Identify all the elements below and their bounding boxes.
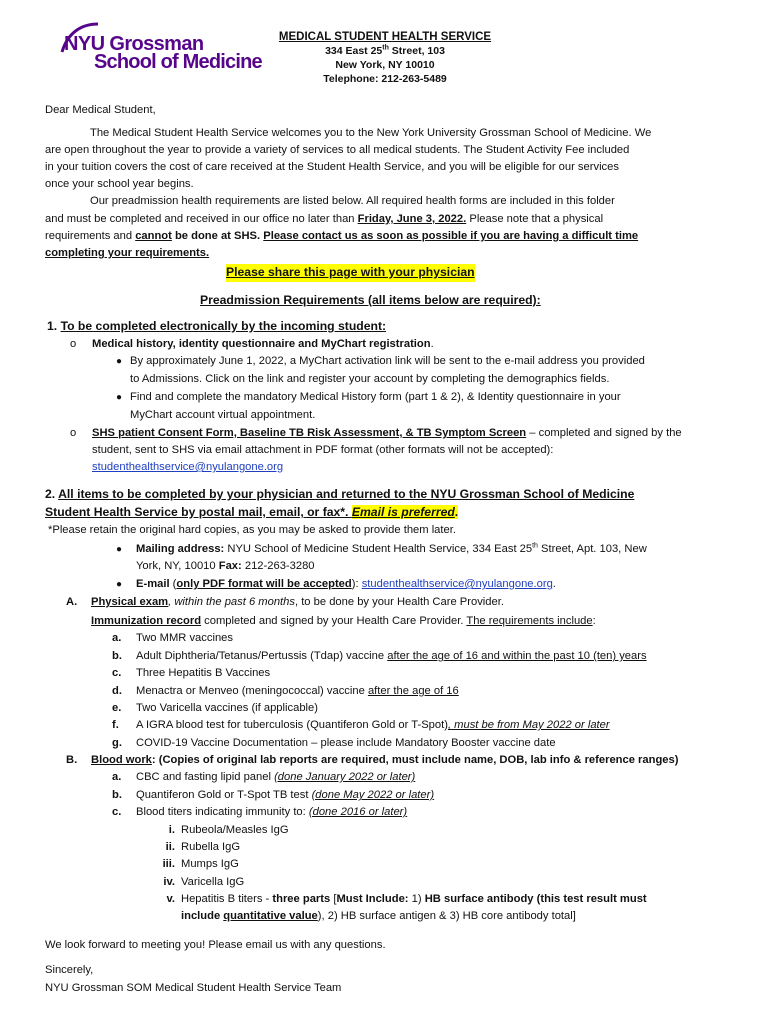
hep-text: 1) xyxy=(408,893,425,905)
hep-b-titer xyxy=(181,908,576,926)
list-marker: a. xyxy=(112,632,122,644)
mail-label: Mailing address: xyxy=(136,543,225,555)
list-marker: ii. xyxy=(165,841,175,853)
immunization-line xyxy=(91,613,596,631)
bullet-icon: ● xyxy=(116,544,123,555)
list-marker: a. xyxy=(112,771,122,783)
blood-work-line xyxy=(91,752,678,770)
intro-line: The Medical Student Health Service welcomes you to the New York University Grossman School of Medicine. We xyxy=(90,127,652,139)
requirements-label: The requirements include xyxy=(466,615,593,627)
titer-item: Mumps IgG xyxy=(181,858,239,870)
letterhead-street xyxy=(260,44,510,58)
item-condition: after the age of 16 xyxy=(367,685,459,697)
list-item: MyChart account virtual appointment. xyxy=(130,409,316,421)
section1-heading xyxy=(47,318,386,336)
list-marker: e. xyxy=(112,702,122,714)
intro-text: requirements and xyxy=(45,230,136,242)
bullet-icon: ● xyxy=(116,392,123,403)
item-text: CBC and fasting lipid panel xyxy=(136,771,275,783)
immunization-item: Two Varicella vaccines (if applicable) xyxy=(136,702,318,714)
intro-line: once your school year begins. xyxy=(45,178,194,190)
letterhead xyxy=(260,30,510,86)
list-item xyxy=(92,336,434,354)
blood-work-title: Blood work xyxy=(91,754,152,766)
immunization-item xyxy=(136,630,233,648)
list-text: – completed and signed by the xyxy=(526,427,682,439)
immunization-title: Immunization record xyxy=(91,615,202,627)
hep-text: Hepatitis B titers - xyxy=(181,893,273,905)
list-marker: v. xyxy=(166,893,175,905)
salutation: Dear Medical Student, xyxy=(45,104,156,116)
section-number: 2. xyxy=(45,487,59,501)
list-marker: c. xyxy=(112,667,122,679)
mailing-address xyxy=(136,558,315,576)
punct: ( xyxy=(169,578,177,590)
blood-work-text: : (Copies of original lab reports are required, must include name, DOB, lab info & reference ranges) xyxy=(151,754,679,766)
hep-text: HB surface antibody (this test result must xyxy=(424,893,647,905)
intro-line xyxy=(45,211,603,229)
titer-item: Rubeola/Measles IgG xyxy=(181,824,289,836)
hep-text: [ xyxy=(330,893,337,905)
list-marker: b. xyxy=(112,789,122,801)
mail-sup: th xyxy=(532,542,538,550)
logo-line-2: School of Medicine xyxy=(94,51,262,73)
email-label: E-mail xyxy=(136,578,170,590)
list-marker: iv. xyxy=(163,876,175,888)
shs-email-link[interactable]: studenthealthservice@nyulangone.org xyxy=(361,578,553,590)
list-marker: c. xyxy=(112,806,122,818)
bullet-icon: ● xyxy=(116,579,123,590)
list-item: By approximately June 1, 2022, a MyChart activation link will be sent to the e-mail address you provided xyxy=(130,355,645,367)
list-marker: o xyxy=(70,427,77,439)
punct: ): xyxy=(351,578,362,590)
section2-heading xyxy=(45,504,458,522)
list-item xyxy=(92,425,682,443)
item-condition: (done May 2022 or later) xyxy=(311,789,435,801)
intro-text: Please note that a physical xyxy=(466,213,604,225)
letterhead-city: New York, NY 10010 xyxy=(335,59,435,71)
part-b-marker: B. xyxy=(66,754,78,766)
fax-value: 212-263-3280 xyxy=(241,560,315,572)
contact-notice-end: completing your requirements. xyxy=(45,247,210,259)
intro-line xyxy=(45,228,638,246)
hep-b-titer xyxy=(181,891,647,909)
cannot-text: cannot xyxy=(135,230,172,242)
titer-item: Varicella IgG xyxy=(181,876,245,888)
hep-text: three parts xyxy=(272,893,331,905)
hep-text: include xyxy=(181,910,224,922)
punct: . xyxy=(454,505,459,519)
section-number: 1. xyxy=(47,319,61,333)
hep-text: Must Include: xyxy=(336,893,409,905)
street-rest: Street, 103 xyxy=(388,45,445,57)
physical-exam-line xyxy=(91,594,504,612)
intro-line: in your tuition covers the cost of care received at the Student Health Service, and you will be eligible for our services xyxy=(45,161,619,173)
item-text: A IGRA blood test for tuberculosis (Quantiferon Gold or T-Spot) xyxy=(136,719,448,731)
immunization-item xyxy=(136,648,647,666)
list-marker: i. xyxy=(168,824,175,836)
item-text: Two MMR vaccines xyxy=(136,632,233,644)
section1-title: To be completed electronically by the incoming student: xyxy=(60,319,387,333)
titer-item: Rubella IgG xyxy=(181,841,241,853)
immunization-item xyxy=(136,683,459,701)
item-condition: after the age of 16 and within the past 10 (ten) years xyxy=(387,650,647,662)
item-text: Blood titers indicating immunity to: xyxy=(136,806,309,818)
letterhead-title: MEDICAL STUDENT HEALTH SERVICE xyxy=(278,31,492,43)
mail-text: York, NY, 10010 xyxy=(136,560,219,572)
intro-text: be done at SHS. xyxy=(171,230,264,242)
item-text: Quantiferon Gold or T-Spot TB test xyxy=(136,789,312,801)
list-marker: d. xyxy=(112,685,122,697)
retain-note: *Please retain the original hard copies, as you may be asked to provide them later. xyxy=(48,524,456,536)
section2-title: All items to be completed by your physician and returned to the NYU Grossman School of Medicine xyxy=(58,487,635,501)
item-text: Adult Diphtheria/Tetanus/Pertussis (Tdap) vaccine xyxy=(136,650,388,662)
section2-title: Student Health Service by postal mail, email, or fax*. xyxy=(45,505,352,519)
list-item: to Admissions. Click on the link and register your account by completing the demographics fields. xyxy=(130,373,610,385)
item-text: Menactra or Menveo (meningococcal) vaccine xyxy=(136,685,368,697)
blood-item xyxy=(136,787,434,805)
punct: . xyxy=(552,578,556,590)
consent-form-title: SHS patient Consent Form, Baseline TB Risk Assessment, & TB Symptom Screen xyxy=(92,427,527,439)
prereq-heading: Preadmission Requirements (all items below are required): xyxy=(200,293,541,307)
part-a-marker: A. xyxy=(66,596,78,608)
street-sup: th xyxy=(382,44,389,52)
physical-exam-title: Physical exam xyxy=(91,596,169,608)
closing-line: We look forward to meeting you! Please email us with any questions. xyxy=(45,939,386,951)
immunization-item: Three Hepatitis B Vaccines xyxy=(136,667,271,679)
physical-exam-text: , to be done by your Health Care Provider. xyxy=(294,596,504,608)
physical-exam-window: , within the past 6 months xyxy=(168,596,295,608)
punct: : xyxy=(592,615,596,627)
item-condition: , must be from May 2022 or later xyxy=(447,719,610,731)
immunization-text: completed and signed by your Health Care Provider. xyxy=(201,615,467,627)
mychart-heading: Medical history, identity questionnaire and MyChart registration xyxy=(92,338,431,350)
street-text: 334 East 25 xyxy=(325,45,383,57)
section2-heading xyxy=(45,486,634,504)
intro-line: are open throughout the year to provide a variety of services to all medical students. The Student Activity Fee included xyxy=(45,144,630,156)
shs-email-link[interactable]: studenthealthservice@nyulangone.org xyxy=(92,461,284,473)
list-marker: g. xyxy=(112,737,122,749)
deadline-date: Friday, June 3, 2022. xyxy=(357,213,467,225)
letterhead-phone: Telephone: 212-263-5489 xyxy=(323,73,447,85)
mail-text: NYU School of Medicine Student Health Service, 334 East 25 xyxy=(224,543,533,555)
pdf-only-note: only PDF format will be accepted xyxy=(176,578,352,590)
fax-label: Fax: xyxy=(218,560,242,572)
nyu-grossman-logo xyxy=(58,22,262,73)
item-condition: (done 2016 or later) xyxy=(308,806,408,818)
list-item: student, sent to SHS via email attachment in PDF format (other formats will not be accepted): xyxy=(92,444,554,456)
bullet-icon: ● xyxy=(116,356,123,367)
punct: . xyxy=(430,338,434,350)
closing-sincerely: Sincerely, xyxy=(45,964,94,976)
contact-notice: Please contact us as soon as possible if you are having a difficult time xyxy=(263,230,639,242)
list-item: Find and complete the mandatory Medical History form (part 1 & 2), & Identity questionnaire in your xyxy=(130,391,621,403)
list-marker: b. xyxy=(112,650,122,662)
email-preferred: Email is preferred xyxy=(351,505,455,519)
hep-text: ), 2) HB surface antigen & 3) HB core antibody total] xyxy=(317,910,576,922)
mail-text: Street, Apt. 103, New xyxy=(537,543,647,555)
closing-signature: NYU Grossman SOM Medical Student Health Service Team xyxy=(45,982,342,994)
email-instruction xyxy=(136,576,556,594)
intro-text: and must be completed and received in our office no later than xyxy=(45,213,358,225)
list-marker: iii. xyxy=(162,858,175,870)
hep-text: quantitative value xyxy=(223,910,318,922)
share-notice: Please share this page with your physician xyxy=(226,264,475,282)
blood-item xyxy=(136,769,415,787)
intro-line: Our preadmission health requirements are listed below. All required health forms are included in this folder xyxy=(90,195,615,207)
mailing-address xyxy=(136,541,647,559)
blood-item xyxy=(136,804,407,822)
list-marker: o xyxy=(70,338,77,350)
logo-line-1: NYU Grossman xyxy=(64,33,204,55)
immunization-item xyxy=(136,717,610,735)
immunization-item: COVID-19 Vaccine Documentation – please include Mandatory Booster vaccine date xyxy=(136,737,556,749)
item-condition: (done January 2022 or later) xyxy=(274,771,416,783)
list-marker: f. xyxy=(112,719,119,731)
